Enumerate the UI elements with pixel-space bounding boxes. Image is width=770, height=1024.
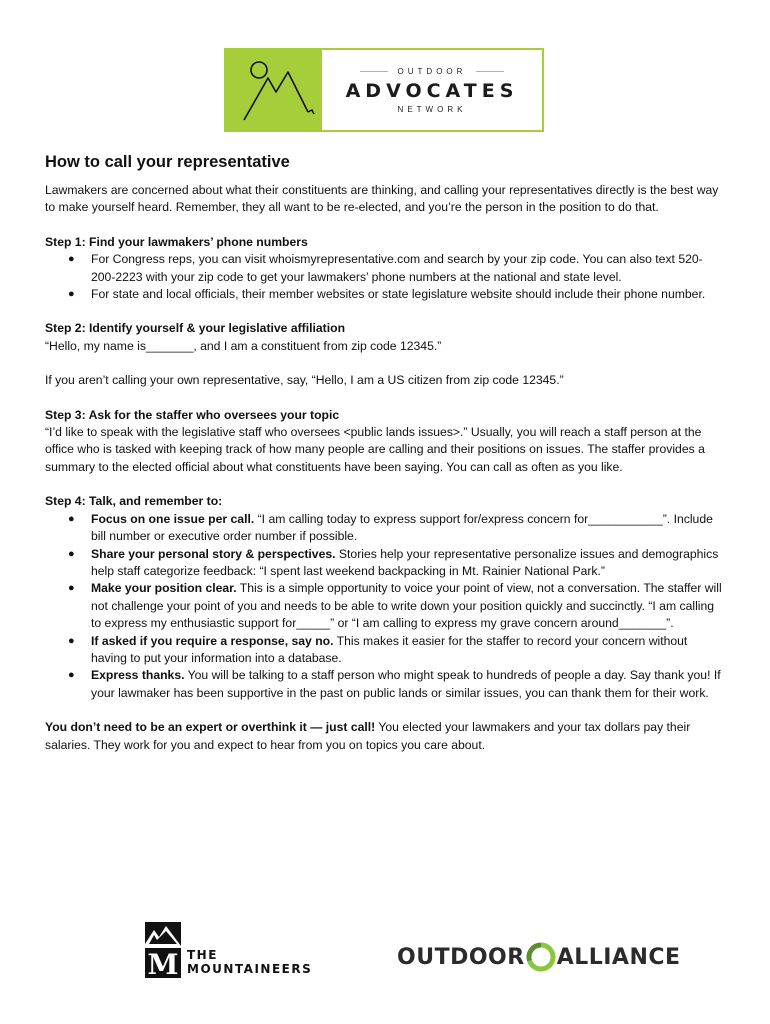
page-title: How to call your representative [45,153,290,171]
mountaineers-line2: MOUNTAINEERS [187,962,313,976]
step3-body: “I’d like to speak with the legislative staff who oversees <public lands issues>.” Usually, you will reach a staff person at the office who is tasked with keeping track of how many people are calling and their positions on issues. The staffer provides a summary to the elected official about what constituents have been saying. You can call as often as you like. [45,425,705,474]
step4-list [45,511,725,702]
document-body [45,152,725,754]
step1-list [45,251,725,303]
step3-heading: Step 3: Ask for the staffer who oversees your topic [45,407,340,422]
list-item: ● Make your position clear. This is a simple opportunity to voice your point of view, not a conversation. The staffer will not challenge your point of you and needs to be able to write down your position quickly and succinctly. “I am calling to express my enthusiastic support for_____” or “I am calling to express my grave concern around_______”. [68,581,722,631]
mountain-sun-icon [226,50,322,130]
closing-paragraph: You don’t need to be an expert or overthink it — just call! You elected your lawmakers and your tax dollars pay their salaries. They work for you and expect to hear from you on topics you care about. [45,720,691,752]
mountaineers-logo [145,922,312,978]
oa-left-text: OUTDOOR [397,944,525,970]
svg-text:M: M [147,948,179,978]
step4-heading: Step 4: Talk, and remember to: [45,494,223,509]
list-item: ● Share your personal story & perspectives. Stories help your representative personalize issues and demographics help staff categorize feedback: “I spent last weekend backpacking in Mt. Rainier National Park.” [68,546,719,578]
outdoor-alliance-logo [397,942,681,972]
oa-right-text: ALLIANCE [556,944,681,970]
logo-wordmark [322,50,542,130]
step2-alt-script: If you aren’t calling your own representative, say, “Hello, I am a US citizen from zip code 12345.” [45,373,564,388]
oa-ring-icon [526,942,556,972]
mountaineers-m-icon [145,922,181,978]
list-item: ● Focus on one issue per call. “I am calling today to express support for/express concern for___________”. Include bill number or executive order number if possible. [68,511,713,544]
logo-bottom-text: NETWORK [397,104,467,114]
list-item: ● If asked if you require a response, say no. This makes it easier for the staffer to record your concern without having to put your information into a database. [68,633,688,665]
step1-heading: Step 1: Find your lawmakers’ phone numbers [45,234,308,249]
logo-top-text: OUTDOOR [397,66,467,76]
mountaineers-line1: THE [187,948,218,962]
list-item: ● For state and local officials, their member websites or state legislature website should include their phone number. [68,287,706,302]
intro-paragraph: Lawmakers are concerned about what their constituents are thinking, and calling your representatives directly is the best way to make yourself heard. Remember, they all want to be re-elected, and you’re the person in the position to do that. [45,183,719,215]
logo-main-text: ADVOCATES [345,79,519,102]
list-item: ● Express thanks. You will be talking to a staff person who might speak to hundreds of people a day. Say thank you! If your lawmaker has been supportive in the past on public lands or similar issues, you can thank them for their work. [68,668,721,700]
step2-script: “Hello, my name is_______, and I am a constituent from zip code 12345.” [45,338,442,353]
step2-heading: Step 2: Identify yourself & your legislative affiliation [45,321,346,336]
outdoor-advocates-logo [224,48,544,132]
list-item: ● For Congress reps, you can visit whoismyrepresentative.com and search by your zip code. You can also text 520-200-2223 with your zip code to get your lawmakers’ phone numbers at the national and state level. [68,252,703,284]
